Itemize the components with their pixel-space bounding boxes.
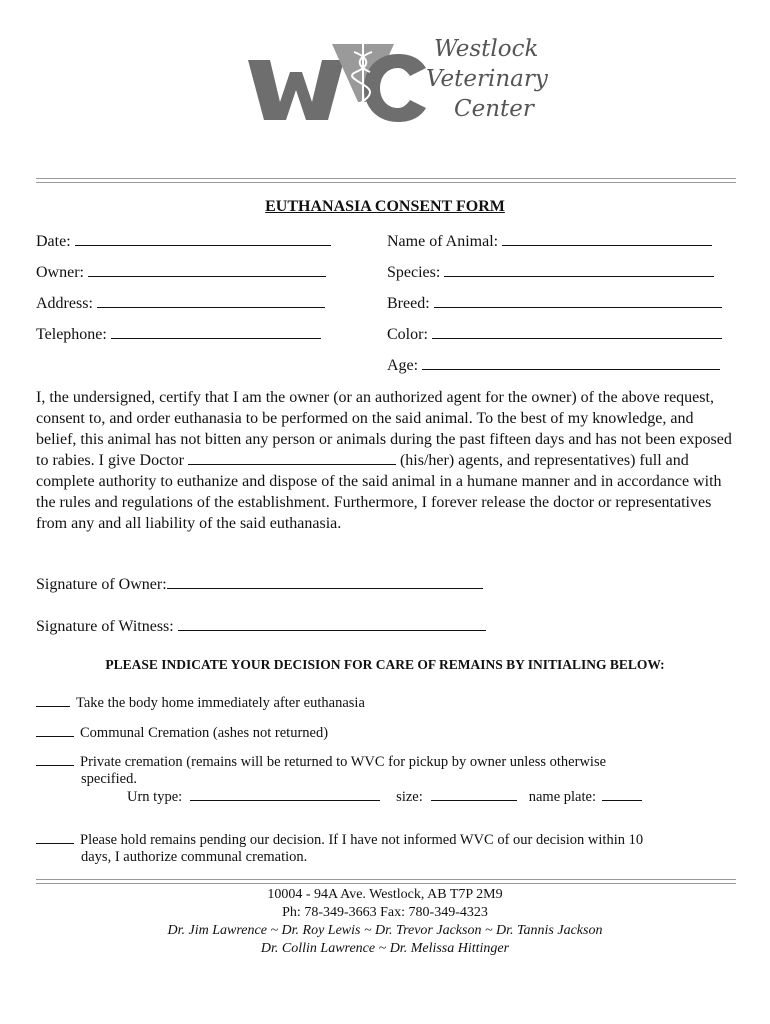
option-private-cremation <box>36 753 736 806</box>
species-input-line[interactable] <box>444 262 714 277</box>
private-initial-line[interactable] <box>36 753 74 766</box>
private-text-line-1: Private cremation (remains will be returned to WVC for pickup by owner unless otherwise <box>80 754 607 770</box>
private-details-row <box>36 788 736 806</box>
age-label: Age: <box>387 357 419 374</box>
animal-name-label: Name of Animal: <box>387 233 499 250</box>
doctor-name-input-line[interactable] <box>188 451 396 465</box>
footer-phone: Ph: 78-349-3663 Fax: 780-349-4323 <box>282 905 488 920</box>
owner-signature-label: Signature of Owner: <box>36 576 167 593</box>
telephone-field <box>36 324 321 344</box>
clinic-logo <box>244 32 584 132</box>
wvc-monogram-logo <box>244 32 429 132</box>
owner-label: Owner: <box>36 264 84 281</box>
clinic-name <box>426 34 586 124</box>
hold-text-line-2: days, I authorize communal cremation. <box>81 849 308 865</box>
color-label: Color: <box>387 326 428 343</box>
form-title: EUTHANASIA CONSENT FORM <box>265 198 505 215</box>
urn-type-input-line[interactable] <box>190 788 380 801</box>
remains-notice: PLEASE INDICATE YOUR DECISION FOR CARE OF REMAINS BY INITIALING BELOW: <box>105 657 665 672</box>
name-plate-input-line[interactable] <box>602 788 642 801</box>
breed-input-line[interactable] <box>434 293 722 308</box>
footer-doctors-line-2: Dr. Collin Lawrence ~ Dr. Melissa Hittinger <box>260 941 510 956</box>
footer-divider <box>36 879 736 884</box>
communal-initial-line[interactable] <box>36 724 74 737</box>
owner-input-line[interactable] <box>88 262 326 277</box>
species-field <box>387 262 714 282</box>
hold-initial-line[interactable] <box>36 831 74 844</box>
clinic-name-line-2: Veterinary <box>426 66 548 92</box>
address-input-line[interactable] <box>97 293 325 308</box>
take-home-text: Take the body home immediately after euthanasia <box>76 695 365 711</box>
owner-signature-line[interactable] <box>167 574 483 589</box>
option-communal-cremation <box>36 724 328 742</box>
breed-field <box>387 293 722 313</box>
species-label: Species: <box>387 264 441 281</box>
date-input-line[interactable] <box>75 231 331 246</box>
age-input-line[interactable] <box>422 355 720 370</box>
consent-text-part-2: (his/her) agents, and representatives) full and complete authority to euthanize and dispose of the said animal in a humane manner and in accordance with the rules and regulations of the establishment. Furthermore, I forever release the doctor or representatives from any and all liability of the said euthanasia. <box>36 452 722 532</box>
owner-field <box>36 262 326 282</box>
witness-signature-line[interactable] <box>178 616 486 631</box>
animal-name-field <box>387 231 712 251</box>
date-label: Date: <box>36 233 71 250</box>
address-label: Address: <box>36 295 93 312</box>
color-input-line[interactable] <box>432 324 722 339</box>
option-hold-remains <box>36 831 736 866</box>
owner-signature-field <box>36 574 483 594</box>
animal-name-input-line[interactable] <box>502 231 712 246</box>
clinic-name-line-3: Center <box>454 96 534 122</box>
clinic-name-line-1: Westlock <box>434 36 539 62</box>
size-input-line[interactable] <box>431 788 517 801</box>
hold-text-line-1: Please hold remains pending our decision. If I have not informed WVC of our decision within 10 <box>80 832 644 848</box>
address-field <box>36 293 325 313</box>
option-take-home <box>36 694 365 712</box>
telephone-input-line[interactable] <box>111 324 321 339</box>
telephone-label: Telephone: <box>36 326 107 343</box>
name-plate-label: name plate: <box>528 789 596 805</box>
date-field <box>36 231 331 251</box>
breed-label: Breed: <box>387 295 430 312</box>
footer-address: 10004 - 94A Ave. Westlock, AB T7P 2M9 <box>267 887 503 902</box>
color-field <box>387 324 722 344</box>
footer-doctors-line-1: Dr. Jim Lawrence ~ Dr. Roy Lewis ~ Dr. Trevor Jackson ~ Dr. Tannis Jackson <box>167 923 603 938</box>
private-text-line-2: specified. <box>81 771 137 787</box>
size-label: size: <box>396 789 423 805</box>
take-home-initial-line[interactable] <box>36 694 70 707</box>
urn-type-label: Urn type: <box>127 789 183 805</box>
consent-text-part-1: I, the undersigned, certify that I am the owner (or an authorized agent for the owner) of the above request, consent to, and order euthanasia to be performed on the said animal. To the best of my knowledge, and belief, this animal has not bitten any person or animals during the past fifteen days and has not been exposed to rabies. I give Doctor <box>36 389 732 469</box>
header-divider <box>36 178 736 183</box>
consent-paragraph <box>36 387 736 534</box>
witness-signature-label: Signature of Witness: <box>36 618 174 635</box>
communal-text: Communal Cremation (ashes not returned) <box>80 725 329 741</box>
age-field <box>387 355 720 375</box>
witness-signature-field <box>36 616 486 636</box>
